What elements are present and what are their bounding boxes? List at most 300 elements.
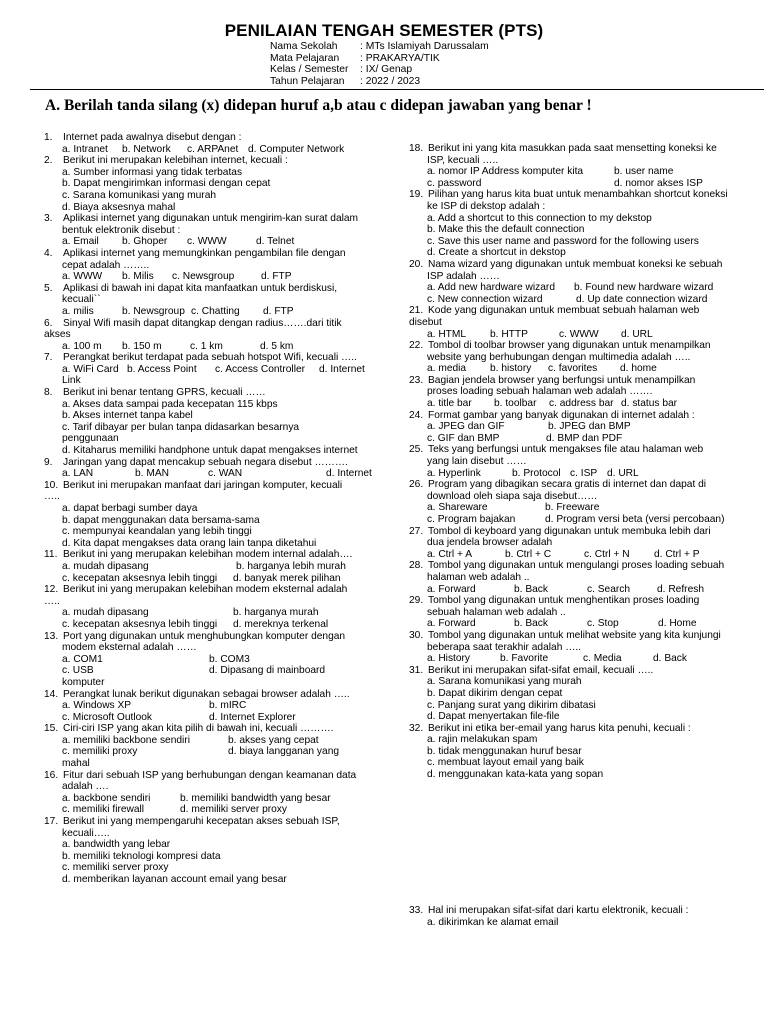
answer-option[interactable]: a. bandwidth yang lebar	[62, 839, 171, 851]
answer-options	[44, 515, 372, 527]
answer-options	[44, 306, 372, 318]
answer-option[interactable]: c. address bar	[549, 398, 614, 410]
answer-option[interactable]: c. Microsoft Outlook	[62, 711, 153, 723]
answer-options	[44, 619, 372, 631]
answer-option[interactable]: b. COM3	[209, 653, 250, 665]
question-continuation: …..	[44, 595, 60, 607]
question-text: Nama wizard yang digunakan untuk membuat koneksi ke sebuah	[428, 258, 723, 270]
question-continuation: ISP adalah ……	[427, 270, 500, 282]
answer-option[interactable]: a. Forward	[427, 618, 476, 630]
answer-option[interactable]: c. Program bajakan	[427, 514, 516, 525]
answer-options	[44, 410, 372, 422]
question-item	[44, 631, 372, 643]
answer-options	[409, 468, 728, 480]
question-item	[409, 905, 688, 917]
question-item	[409, 560, 728, 572]
answer-options	[409, 688, 728, 700]
question-number: 9.	[44, 456, 53, 468]
answer-option[interactable]: a. rajin melakukan spam	[427, 734, 538, 746]
answer-option[interactable]: b. Akses internet tanpa kabel	[62, 410, 193, 422]
answer-options	[44, 665, 372, 677]
answer-options	[409, 514, 728, 526]
answer-option[interactable]: c. membuat layout email yang baik	[427, 757, 584, 769]
answer-option[interactable]: d. URL	[621, 328, 653, 340]
question-item	[409, 340, 728, 352]
answer-option[interactable]: a. milis	[62, 305, 94, 317]
answer-option[interactable]: c. Sarana komunikasi yang murah	[62, 189, 217, 201]
answer-options	[44, 167, 372, 179]
answer-option[interactable]: b. JPEG dan BMP	[548, 421, 631, 433]
answer-option[interactable]: d. Home	[658, 618, 697, 630]
info-label: Mata Pelajaran	[270, 52, 340, 64]
answer-option[interactable]: d. Computer Network	[248, 143, 345, 155]
answer-option[interactable]: d. Create a shortcut in dekstop	[427, 247, 566, 259]
answer-options	[409, 676, 728, 688]
answer-option[interactable]: a. 100 m	[62, 340, 102, 352]
question-number: 27.	[409, 525, 424, 537]
answer-options	[44, 468, 372, 480]
answer-option[interactable]: a. dapat berbagi sumber daya	[62, 503, 198, 514]
answer-option[interactable]: d. URL	[607, 467, 639, 479]
question-continuation: kecuali``	[62, 294, 101, 306]
question-number: 17.	[44, 816, 59, 828]
answer-option[interactable]: a. mudah dipasang	[62, 607, 149, 619]
question-number: 29.	[409, 595, 424, 607]
answer-option[interactable]: b. user name	[614, 166, 674, 178]
question-item	[44, 689, 372, 701]
answer-option[interactable]: a. backbone sendiri	[62, 792, 151, 804]
answer-option[interactable]: c. mempunyai keandalan yang lebih tinggi	[62, 526, 252, 538]
answer-option[interactable]: a. Add a shortcut to this connection to my dekstop	[427, 212, 652, 224]
answer-option[interactable]: c. favorites	[548, 363, 598, 375]
question-number: 31.	[409, 664, 424, 676]
answer-option[interactable]: d. Up date connection wizard	[576, 293, 708, 305]
answer-options	[409, 247, 728, 259]
info-value: : 2022 / 2023	[360, 75, 421, 87]
question-item	[44, 213, 372, 225]
answer-option[interactable]: a. Email	[62, 236, 99, 248]
question-number: 11.	[44, 549, 58, 561]
answer-options	[44, 735, 372, 747]
question-text: Jaringan yang dapat mencakup sebuah negara disebut ……….	[63, 456, 348, 468]
info-label: Kelas / Semester	[270, 64, 349, 76]
answer-option[interactable]: b. toolbar	[494, 398, 537, 410]
answer-option[interactable]: b. Back	[514, 618, 548, 630]
answer-option[interactable]: b. dapat menggunakan data bersama-sama	[62, 514, 260, 526]
question-text: Internet pada awalnya disebut dengan :	[63, 132, 242, 143]
question-text: Format gambar yang banyak digunakan di internet adalah :	[428, 409, 695, 421]
question-item	[409, 444, 728, 456]
answer-option[interactable]: b. Dapat dikirim dengan cepat	[427, 687, 563, 699]
question-continuation: Link	[62, 375, 81, 387]
answer-option[interactable]: d. BMP dan PDF	[546, 432, 623, 444]
question-text: Berikut ini merupakan kelebihan internet, kecuali :	[63, 155, 288, 167]
info-value: : PRAKARYA/TIK	[360, 52, 440, 64]
answer-option[interactable]: b. harganya murah	[233, 607, 319, 619]
answer-option[interactable]: d. memiliki server proxy	[180, 804, 287, 816]
answer-option[interactable]: c. Save this user name and password for the following users	[427, 235, 699, 247]
question-text: Berikut ini yang merupakan kelebihan modem eksternal adalah	[63, 584, 348, 596]
answer-options	[44, 862, 372, 874]
answer-options	[44, 561, 372, 573]
answer-option[interactable]: b. Milis	[122, 271, 154, 283]
question-continuation: ke ISP di dekstop adalah :	[427, 200, 546, 212]
answer-options	[44, 271, 372, 283]
answer-options	[44, 804, 372, 816]
answer-options	[409, 213, 728, 225]
question-number: 22.	[409, 340, 424, 352]
answer-options	[44, 746, 372, 758]
answer-option[interactable]: b. tidak menggunakan huruf besar	[427, 745, 582, 757]
answer-option[interactable]: d. Biaya aksesnya mahal	[62, 201, 176, 213]
answer-options	[44, 190, 372, 202]
answer-option[interactable]: a. JPEG dan GIF	[427, 421, 505, 433]
answer-option[interactable]: d. Dapat menyertakan file-file	[427, 711, 560, 723]
answer-option[interactable]: c. GIF dan BMP	[427, 432, 500, 444]
answer-option[interactable]: a. Windows XP	[62, 700, 132, 712]
answer-option[interactable]: b. Back	[514, 583, 548, 595]
question-item	[44, 723, 372, 735]
answer-option[interactable]: c. Stop	[587, 618, 619, 630]
answer-option[interactable]: c. Search	[587, 583, 631, 595]
info-row	[270, 53, 489, 65]
answer-option[interactable]: d. Kita dapat mengakses data orang lain tanpa diketahui	[62, 537, 317, 549]
answer-option[interactable]: d. FTP	[261, 271, 292, 283]
question-number: 8.	[44, 387, 53, 399]
answer-option[interactable]: d. banyak merek pilihan	[233, 572, 341, 584]
answer-options	[409, 166, 728, 178]
answer-option[interactable]: d. Telnet	[256, 236, 295, 248]
answer-option[interactable]: c. 1 km	[190, 340, 223, 352]
answer-option[interactable]: a. dikirimkan ke alamat email	[427, 916, 559, 928]
question-text: Teks yang berfungsi untuk mengakses file atau halaman web	[428, 444, 704, 456]
answer-option[interactable]: c. kecepatan aksesnya lebih tinggi	[62, 572, 218, 584]
question-item	[44, 318, 372, 330]
answer-options	[409, 584, 728, 596]
question-number: 21.	[409, 305, 424, 317]
answer-option[interactable]: c. memiliki proxy	[62, 746, 138, 758]
question-text: Kode yang digunakan untuk membuat sebuah halaman web	[428, 305, 700, 317]
question-number: 26.	[409, 479, 424, 491]
question-text: Hal ini merupakan sifat-sifat dari kartu elektronik, kecuali :	[428, 905, 689, 916]
answer-options	[409, 294, 728, 306]
answer-option[interactable]: b. memiliki teknologi kompresi data	[62, 850, 221, 862]
answer-option[interactable]: c. ISP	[570, 467, 598, 479]
info-label: Tahun Pelajaran	[270, 75, 345, 87]
answer-option[interactable]: c. New connection wizard	[427, 293, 543, 305]
answer-option[interactable]: d. Internet	[319, 363, 365, 375]
question-item	[409, 595, 728, 607]
answer-options	[44, 422, 372, 434]
question-text: Pilihan yang harus kita buat untuk menambahkan shortcut koneksi	[428, 189, 728, 201]
question-number: 28.	[409, 560, 424, 572]
question-text: Aplikasi di bawah ini dapat kita manfaatkan untuk berdiskusi,	[63, 282, 338, 294]
question-item	[44, 132, 372, 144]
question-text: Tombol yang digunakan untuk mengulangi proses loading sebuah	[428, 560, 725, 572]
answer-option[interactable]: d. Dipasang di mainboard	[209, 665, 326, 677]
answer-option[interactable]: b. Favorite	[500, 653, 549, 665]
answer-option[interactable]: b. MAN	[135, 468, 169, 480]
answer-option[interactable]: d. Kitaharus memiliki handphone untuk dapat mengakses internet	[62, 445, 358, 457]
answer-options	[44, 712, 372, 724]
answer-option[interactable]: d. status bar	[621, 398, 678, 410]
question-number: 15.	[44, 723, 59, 735]
question-text: Tombol di toolbar browser yang digunakan untuk menampilkan	[428, 340, 711, 352]
question-text: Tombol yang digunakan untuk menghentikan proses loading	[428, 595, 700, 607]
question-text: Berikut ini merupakan sifat-sifat email, kecuali …..	[428, 664, 654, 676]
answer-option[interactable]: a. WiFi Card	[62, 363, 119, 375]
answer-option[interactable]: a. History	[427, 653, 471, 665]
answer-option[interactable]: a. media	[427, 363, 467, 375]
answer-options	[44, 399, 372, 411]
answer-option[interactable]: c. memiliki firewall	[62, 804, 145, 816]
answer-option[interactable]: a. Forward	[427, 583, 476, 595]
answer-option[interactable]: c. USB	[62, 665, 94, 677]
answer-option[interactable]: b. Network	[122, 143, 171, 155]
question-text: Tombol di keyboard yang digunakan untuk membuka lebih dari	[428, 525, 711, 537]
question-item	[44, 248, 372, 260]
answer-option[interactable]: d. menggunakan kata-kata yang sopan	[427, 769, 604, 781]
question-number: 20.	[409, 258, 424, 270]
question-text: Berikut ini yang merupakan kelebihan modem internal adalah….	[63, 549, 353, 561]
answer-options	[44, 654, 372, 666]
answer-option[interactable]: c. Ctrl + N	[584, 548, 630, 560]
question-number: 23.	[409, 374, 424, 386]
question-continuation: modem eksternal adalah ……	[62, 642, 197, 654]
answer-options	[409, 746, 728, 758]
question-item	[409, 305, 728, 317]
question-text: Berikut ini yang kita masukkan pada saat mensetting koneksi ke	[428, 143, 717, 154]
question-number: 7.	[44, 352, 53, 364]
page-title: PENILAIAN TENGAH SEMESTER (PTS)	[224, 21, 544, 40]
answer-option[interactable]: b. 150 m	[122, 340, 162, 352]
answer-option[interactable]: a. Sumber informasi yang tidak terbatas	[62, 166, 243, 178]
answer-option[interactable]: c. Panjang surat yang dikirim dibatasi	[427, 699, 596, 711]
answer-options	[409, 711, 728, 723]
answer-option[interactable]: a. Add new hardware wizard	[427, 282, 555, 294]
answer-option[interactable]: d. 5 km	[260, 340, 294, 352]
answer-options	[44, 503, 372, 515]
answer-options	[409, 700, 728, 712]
answer-option[interactable]: c. Newsgroup	[172, 271, 235, 283]
question-text: Ciri-ciri ISP yang akan kita pilih di bawah ini, kecuali ……….	[63, 723, 334, 735]
question-item	[409, 259, 728, 271]
question-continuation: kecuali…..	[62, 827, 110, 839]
info-row	[270, 41, 489, 53]
answer-options	[44, 573, 372, 585]
answer-options	[44, 851, 372, 863]
answer-option[interactable]: d. Back	[653, 653, 687, 665]
answer-options	[44, 607, 372, 619]
question-item	[44, 584, 372, 596]
question-item	[409, 143, 728, 155]
info-row	[270, 76, 489, 88]
question-number: 30.	[409, 629, 424, 641]
answer-option[interactable]: a. LAN	[62, 468, 94, 480]
answer-option[interactable]: a. title bar	[427, 398, 472, 410]
answer-option[interactable]: d. FTP	[263, 305, 294, 317]
question-item	[409, 189, 728, 201]
question-text: Program yang dibagikan secara gratis di internet dan dapat di	[428, 479, 707, 491]
question-continuation: ISP, kecuali …..	[427, 154, 499, 166]
question-text: Bagian jendela browser yang berfungsi untuk menampilkan	[428, 374, 696, 386]
answer-option[interactable]: b. akses yang cepat	[228, 734, 319, 746]
answer-option[interactable]: c. WAN	[208, 468, 243, 480]
answer-option[interactable]: d. home	[620, 363, 657, 375]
info-value: : IX/ Genap	[360, 64, 413, 76]
answer-option[interactable]: d. memberikan layanan account email yang besar	[62, 874, 287, 885]
question-text: Berikut ini etika ber-email yang harus kita penuhi, kecuali :	[428, 722, 691, 734]
answer-option[interactable]: d. nomor akses ISP	[614, 177, 703, 189]
answer-option[interactable]: a. Ctrl + A	[427, 548, 473, 560]
answer-option[interactable]: c. Access Controller	[215, 363, 306, 375]
question-continuation: penggunaan	[62, 433, 119, 445]
answer-options	[409, 421, 728, 433]
question-number: 18.	[409, 143, 424, 154]
answer-options	[409, 282, 728, 294]
answer-option[interactable]: a. mudah dipasang	[62, 560, 149, 572]
answer-options	[44, 538, 372, 550]
answer-options	[409, 757, 728, 769]
question-item	[409, 723, 728, 735]
answer-option[interactable]: c. ARPAnet	[187, 143, 239, 155]
question-number: 32.	[409, 722, 424, 734]
question-item	[44, 480, 372, 492]
question-item	[44, 816, 372, 828]
answer-option[interactable]: a. Hyperlink	[427, 467, 481, 479]
answer-option[interactable]: b. Freeware	[545, 502, 600, 514]
questions-left-column	[44, 132, 372, 886]
answer-options	[44, 364, 372, 376]
answer-option[interactable]: a. COM1	[62, 653, 103, 665]
answer-option[interactable]: a. HTML	[427, 328, 467, 340]
questions-right-bottom	[409, 905, 688, 928]
question-continuation: mahal	[62, 758, 90, 770]
answer-options	[409, 734, 728, 746]
question-number: 13.	[44, 630, 59, 642]
answer-options	[44, 236, 372, 248]
answer-option[interactable]: b. memiliki bandwidth yang besar	[180, 792, 331, 804]
answer-option[interactable]: d. Program versi beta (versi percobaan)	[545, 514, 725, 525]
answer-option[interactable]: c. Chatting	[191, 305, 240, 317]
answer-options	[409, 549, 728, 561]
question-continuation: beberapa saat terakhir adalah …..	[427, 641, 582, 653]
answer-option[interactable]: a. WWW	[62, 271, 103, 283]
answer-option[interactable]: b. Ctrl + C	[505, 548, 552, 560]
answer-options	[409, 433, 728, 445]
question-continuation: komputer	[62, 676, 105, 688]
question-item	[44, 283, 372, 295]
answer-option[interactable]: a. Intranet	[62, 143, 108, 155]
answer-option[interactable]: b. Ghoper	[122, 236, 168, 248]
answer-option[interactable]: a. Sarana komunikasi yang murah	[427, 676, 582, 688]
answer-option[interactable]: d. Internet	[326, 468, 372, 480]
answer-option[interactable]: d. Internet Explorer	[209, 711, 296, 723]
exam-info	[270, 41, 489, 87]
answer-options	[44, 341, 372, 353]
answer-option[interactable]: a. memiliki backbone sendiri	[62, 734, 190, 746]
answer-options	[44, 793, 372, 805]
question-text: Port yang digunakan untuk menghubungkan komputer dengan	[63, 630, 346, 642]
answer-option[interactable]: c. password	[427, 177, 482, 189]
question-item	[409, 526, 728, 538]
answer-options	[409, 363, 728, 375]
answer-option[interactable]: c. kecepatan aksesnya lebih tinggi	[62, 618, 218, 630]
answer-options	[44, 445, 372, 457]
question-number: 10.	[44, 479, 59, 491]
answer-option[interactable]: b. Found new hardware wizard	[574, 282, 714, 294]
answer-option[interactable]: b. Access Point	[127, 363, 197, 375]
question-text: Fitur dari sebuah ISP yang berhubungan dengan keamanan data	[63, 769, 357, 781]
answer-option[interactable]: b. mIRC	[209, 700, 247, 712]
question-number: 4.	[44, 247, 53, 259]
answer-options	[409, 618, 728, 630]
answer-option[interactable]: a. Akses data sampai pada kecepatan 115 kbps	[62, 398, 278, 410]
question-text: Aplikasi internet yang digunakan untuk mengirim-kan surat dalam	[63, 213, 359, 225]
question-text: Perangkat berikut terdapat pada sebuah hotspot Wifi, kecuali …..	[63, 352, 357, 364]
answer-option[interactable]: a. Shareware	[427, 502, 488, 514]
answer-option[interactable]: b. Protocol	[512, 467, 561, 479]
question-number: 19.	[409, 189, 424, 201]
answer-options	[409, 398, 728, 410]
answer-option[interactable]: b. Newsgroup	[122, 305, 185, 317]
info-value: : MTs Islamiyah Darussalam	[360, 41, 489, 52]
answer-option[interactable]: b. history	[490, 363, 532, 375]
question-item	[409, 410, 728, 422]
answer-options	[409, 653, 728, 665]
section-title: A. Berilah tanda silang (x) didepan huruf a,b atau c didepan jawaban yang benar !	[45, 97, 592, 114]
answer-option[interactable]: c. Tarif dibayar per bulan tanpa didasarkan besarnya	[62, 421, 300, 433]
question-text: Berikut ini benar tentang GPRS, kecuali ……	[63, 387, 266, 399]
question-number: 16.	[44, 769, 59, 781]
question-text: Aplikasi internet yang memungkinkan pengambilan file dengan	[63, 247, 346, 259]
questions-right-column	[409, 143, 728, 781]
question-item	[44, 770, 372, 782]
answer-options	[44, 144, 372, 156]
question-continuation: akses	[44, 329, 71, 341]
question-number: 14.	[44, 688, 59, 700]
question-continuation: proses loading sebuah halaman web adalah …….	[427, 386, 653, 398]
answer-option[interactable]: c. memiliki server proxy	[62, 862, 169, 874]
answer-option[interactable]: b. Make this the default connection	[427, 224, 585, 236]
question-item	[409, 375, 728, 387]
question-continuation: bentuk elektronik disebut :	[62, 224, 181, 236]
answer-option[interactable]: c. WWW	[559, 328, 599, 340]
question-number: 1.	[44, 132, 53, 143]
question-number: 2.	[44, 155, 53, 167]
question-continuation: disebut	[409, 316, 442, 328]
answer-options	[44, 178, 372, 190]
question-text: Berikut ini yang mempengaruhi kecepatan akses sebuah ISP,	[63, 816, 340, 828]
answer-option[interactable]: a. nomor IP Address komputer kita	[427, 166, 584, 178]
answer-option[interactable]: b. Dapat mengirimkan informasi dengan cepat	[62, 178, 271, 190]
answer-option[interactable]: b. HTTP	[490, 328, 528, 340]
answer-option[interactable]: d. biaya langganan yang	[228, 746, 340, 758]
question-item	[44, 352, 372, 364]
info-row	[270, 64, 489, 76]
answer-option[interactable]: b. harganya lebih murah	[236, 560, 346, 572]
answer-option[interactable]: c. WWW	[187, 236, 227, 248]
answer-option[interactable]: c. Media	[583, 653, 622, 665]
answer-option[interactable]: d. Ctrl + P	[654, 548, 700, 560]
question-continuation: download oleh siapa saja disebut……	[427, 490, 598, 502]
answer-options	[44, 700, 372, 712]
question-item	[44, 549, 372, 561]
answer-options	[409, 329, 728, 341]
answer-option[interactable]: d. mereknya terkenal	[233, 618, 329, 630]
question-item	[44, 387, 372, 399]
answer-option[interactable]: d. Refresh	[657, 583, 704, 595]
